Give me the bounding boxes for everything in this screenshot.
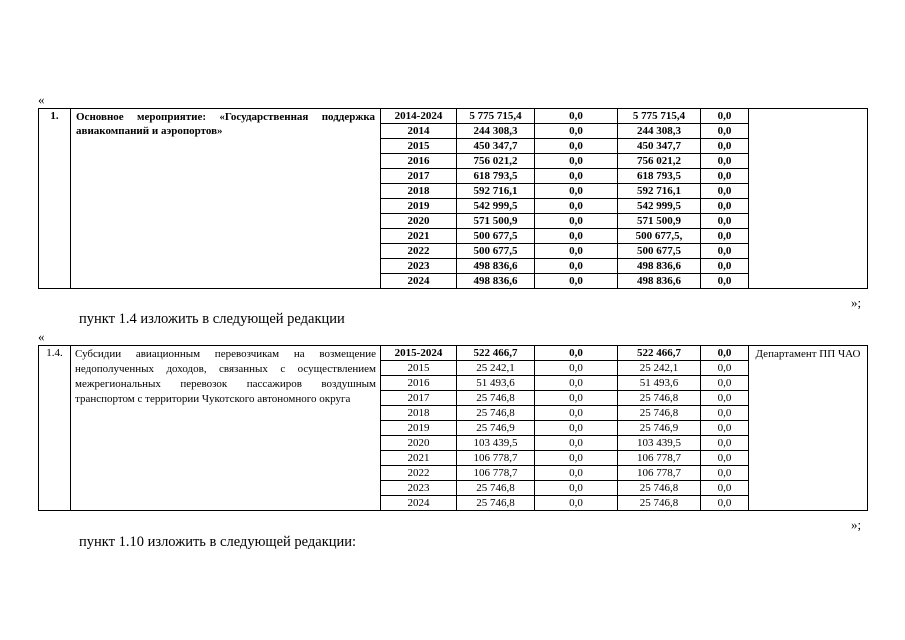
other-sources-cell: 0,0 [701, 244, 749, 259]
other-sources-cell: 0,0 [701, 436, 749, 451]
total-amount-cell: 498 836,6 [457, 274, 535, 289]
regional-budget-cell: 25 746,8 [618, 481, 701, 496]
regional-budget-cell: 498 836,6 [618, 259, 701, 274]
table-row [39, 109, 868, 124]
federal-budget-cell: 0,0 [535, 229, 618, 244]
department-cell: Департамент ПП ЧАО [749, 346, 868, 511]
year-cell: 2015 [381, 361, 457, 376]
other-sources-cell: 0,0 [701, 274, 749, 289]
other-sources-cell: 0,0 [701, 451, 749, 466]
regional-budget-cell: 500 677,5 [618, 244, 701, 259]
total-amount-cell: 498 836,6 [457, 259, 535, 274]
other-sources-cell: 0,0 [701, 391, 749, 406]
instruction-paragraph-2: пункт 1.10 изложить в следующей редакции: [79, 534, 357, 550]
federal-budget-cell: 0,0 [535, 361, 618, 376]
program-table-1-body [39, 109, 868, 289]
regional-budget-cell: 592 716,1 [618, 184, 701, 199]
total-amount-cell: 106 778,7 [457, 466, 535, 481]
other-sources-cell: 0,0 [701, 259, 749, 274]
regional-budget-cell: 5 775 715,4 [618, 109, 701, 124]
federal-budget-cell: 0,0 [535, 154, 618, 169]
regional-budget-cell: 51 493,6 [618, 376, 701, 391]
year-cell: 2021 [381, 451, 457, 466]
measure-description-cell: Основное мероприятие: «Государственная поддержка авиакомпаний и аэропортов» [71, 109, 381, 289]
year-cell: 2024 [381, 274, 457, 289]
total-amount-cell: 5 775 715,4 [457, 109, 535, 124]
year-cell: 2018 [381, 406, 457, 421]
total-amount-cell: 571 500,9 [457, 214, 535, 229]
total-amount-cell: 450 347,7 [457, 139, 535, 154]
other-sources-cell: 0,0 [701, 346, 749, 361]
year-cell: 2022 [381, 466, 457, 481]
federal-budget-cell: 0,0 [535, 436, 618, 451]
total-amount-cell: 25 746,8 [457, 406, 535, 421]
regional-budget-cell: 571 500,9 [618, 214, 701, 229]
regional-budget-cell: 25 746,8 [618, 406, 701, 421]
federal-budget-cell: 0,0 [535, 259, 618, 274]
year-cell: 2016 [381, 376, 457, 391]
other-sources-cell: 0,0 [701, 481, 749, 496]
year-cell: 2017 [381, 391, 457, 406]
regional-budget-cell: 542 999,5 [618, 199, 701, 214]
other-sources-cell: 0,0 [701, 109, 749, 124]
year-cell: 2014-2024 [381, 109, 457, 124]
measure-description-cell: Субсидии авиационным перевозчикам на возмещение недополученных доходов, связанных с осуществлением межрегиональных перевозок пассажиров воздушным транспортом с территории Чукотского автономного округа [71, 346, 381, 511]
year-cell: 2015-2024 [381, 346, 457, 361]
year-cell: 2017 [381, 169, 457, 184]
other-sources-cell: 0,0 [701, 496, 749, 511]
federal-budget-cell: 0,0 [535, 139, 618, 154]
program-table-2 [38, 345, 868, 511]
federal-budget-cell: 0,0 [535, 214, 618, 229]
federal-budget-cell: 0,0 [535, 346, 618, 361]
total-amount-cell: 500 677,5 [457, 229, 535, 244]
year-cell: 2015 [381, 139, 457, 154]
total-amount-cell: 106 778,7 [457, 451, 535, 466]
row-number-cell: 1. [39, 109, 71, 289]
year-cell: 2024 [381, 496, 457, 511]
other-sources-cell: 0,0 [701, 154, 749, 169]
regional-budget-cell: 103 439,5 [618, 436, 701, 451]
regional-budget-cell: 522 466,7 [618, 346, 701, 361]
program-table-2-body [39, 346, 868, 511]
other-sources-cell: 0,0 [701, 214, 749, 229]
federal-budget-cell: 0,0 [535, 421, 618, 436]
other-sources-cell: 0,0 [701, 361, 749, 376]
department-cell [749, 109, 868, 289]
year-cell: 2018 [381, 184, 457, 199]
federal-budget-cell: 0,0 [535, 451, 618, 466]
year-cell: 2016 [381, 154, 457, 169]
regional-budget-cell: 25 746,8 [618, 391, 701, 406]
year-cell: 2020 [381, 436, 457, 451]
instruction-paragraph-1: пункт 1.4 изложить в следующей редакции [79, 311, 345, 327]
federal-budget-cell: 0,0 [535, 184, 618, 199]
regional-budget-cell: 450 347,7 [618, 139, 701, 154]
year-cell: 2023 [381, 259, 457, 274]
regional-budget-cell: 244 308,3 [618, 124, 701, 139]
other-sources-cell: 0,0 [701, 466, 749, 481]
federal-budget-cell: 0,0 [535, 406, 618, 421]
federal-budget-cell: 0,0 [535, 376, 618, 391]
total-amount-cell: 51 493,6 [457, 376, 535, 391]
total-amount-cell: 592 716,1 [457, 184, 535, 199]
other-sources-cell: 0,0 [701, 184, 749, 199]
regional-budget-cell: 106 778,7 [618, 451, 701, 466]
regional-budget-cell: 498 836,6 [618, 274, 701, 289]
other-sources-cell: 0,0 [701, 124, 749, 139]
federal-budget-cell: 0,0 [535, 169, 618, 184]
federal-budget-cell: 0,0 [535, 274, 618, 289]
total-amount-cell: 25 242,1 [457, 361, 535, 376]
federal-budget-cell: 0,0 [535, 496, 618, 511]
total-amount-cell: 542 999,5 [457, 199, 535, 214]
total-amount-cell: 618 793,5 [457, 169, 535, 184]
total-amount-cell: 522 466,7 [457, 346, 535, 361]
table-row [39, 346, 868, 361]
total-amount-cell: 756 021,2 [457, 154, 535, 169]
close-quote-2: »; [851, 517, 862, 532]
year-cell: 2020 [381, 214, 457, 229]
regional-budget-cell: 500 677,5, [618, 229, 701, 244]
other-sources-cell: 0,0 [701, 139, 749, 154]
year-cell: 2023 [381, 481, 457, 496]
total-amount-cell: 500 677,5 [457, 244, 535, 259]
federal-budget-cell: 0,0 [535, 124, 618, 139]
total-amount-cell: 103 439,5 [457, 436, 535, 451]
year-cell: 2014 [381, 124, 457, 139]
total-amount-cell: 25 746,9 [457, 421, 535, 436]
federal-budget-cell: 0,0 [535, 481, 618, 496]
total-amount-cell: 244 308,3 [457, 124, 535, 139]
total-amount-cell: 25 746,8 [457, 391, 535, 406]
row-number-cell: 1.4. [39, 346, 71, 511]
federal-budget-cell: 0,0 [535, 391, 618, 406]
close-quote-1: »; [851, 295, 862, 310]
total-amount-cell: 25 746,8 [457, 481, 535, 496]
year-cell: 2019 [381, 199, 457, 214]
federal-budget-cell: 0,0 [535, 199, 618, 214]
other-sources-cell: 0,0 [701, 229, 749, 244]
regional-budget-cell: 25 242,1 [618, 361, 701, 376]
other-sources-cell: 0,0 [701, 376, 749, 391]
regional-budget-cell: 25 746,9 [618, 421, 701, 436]
total-amount-cell: 25 746,8 [457, 496, 535, 511]
other-sources-cell: 0,0 [701, 406, 749, 421]
other-sources-cell: 0,0 [701, 169, 749, 184]
open-quote-1: « [38, 92, 45, 107]
regional-budget-cell: 756 021,2 [618, 154, 701, 169]
federal-budget-cell: 0,0 [535, 109, 618, 124]
other-sources-cell: 0,0 [701, 199, 749, 214]
program-table-1 [38, 108, 868, 289]
regional-budget-cell: 618 793,5 [618, 169, 701, 184]
federal-budget-cell: 0,0 [535, 244, 618, 259]
year-cell: 2022 [381, 244, 457, 259]
federal-budget-cell: 0,0 [535, 466, 618, 481]
year-cell: 2019 [381, 421, 457, 436]
regional-budget-cell: 106 778,7 [618, 466, 701, 481]
other-sources-cell: 0,0 [701, 421, 749, 436]
open-quote-2: « [38, 329, 45, 344]
regional-budget-cell: 25 746,8 [618, 496, 701, 511]
year-cell: 2021 [381, 229, 457, 244]
